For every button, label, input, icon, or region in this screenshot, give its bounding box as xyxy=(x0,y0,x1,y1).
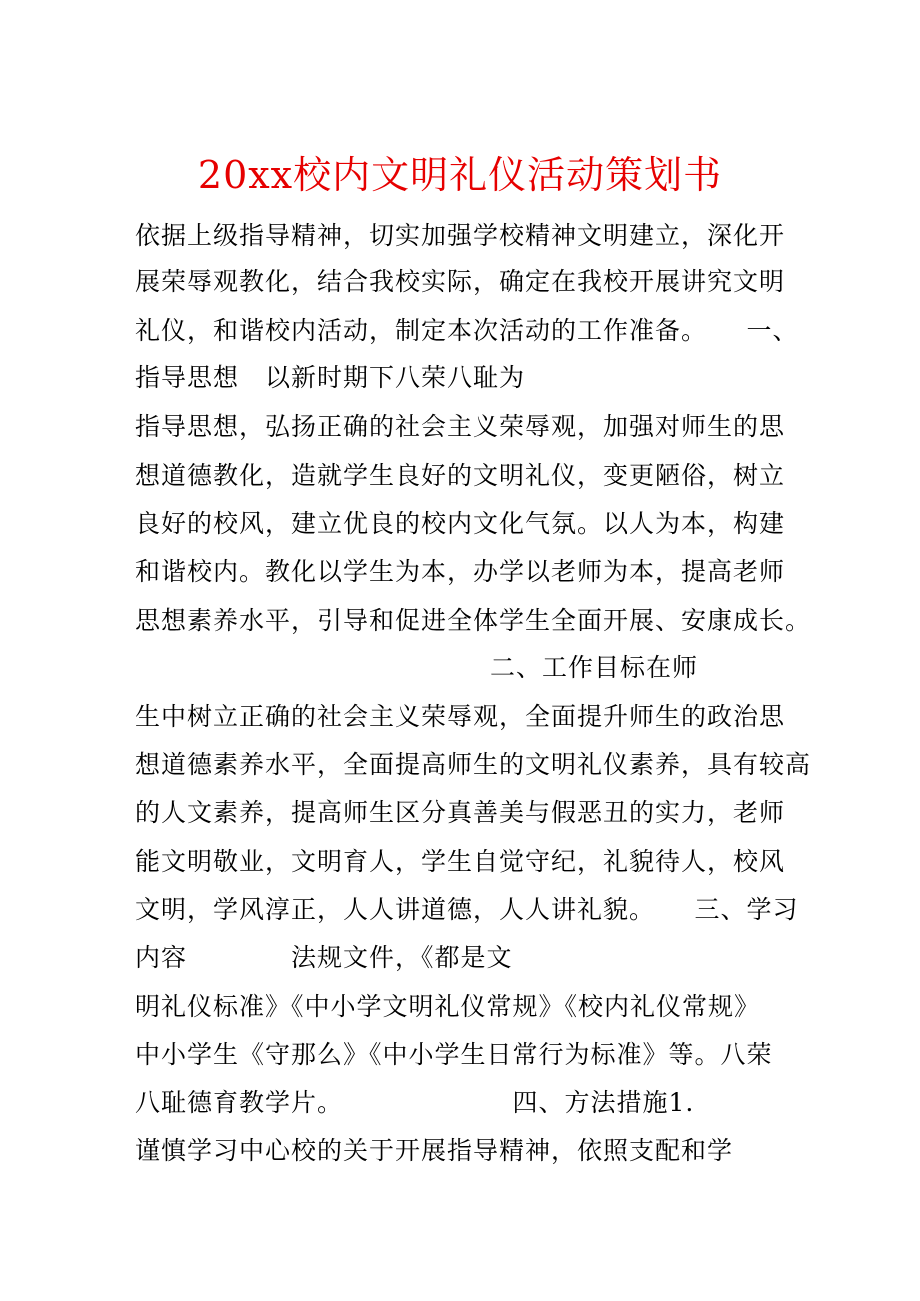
body-line-4: 指导思想 以新时期下八荣八耻为 xyxy=(135,363,526,392)
body-line-1: 依据上级指导精神，切实加强学校精神文明建立，深化开 xyxy=(135,221,786,250)
body-line-2: 展荣辱观教化，结合我校实际，确定在我校开展讲究文明 xyxy=(135,267,786,296)
body-line-19: 八耻德育教学片。 四、方法措施1. xyxy=(135,1088,695,1117)
body-line-8: 和谐校内。教化以学生为本，办学以老师为本，提高老师 xyxy=(135,557,786,586)
body-line-12: 想道德素养水平，全面提高师生的文明礼仪素养，具有较高 xyxy=(135,750,812,779)
body-line-18: 中小学生《守那么》《中小学生日常行为标准》等。八荣 xyxy=(135,1040,773,1069)
section-heading-2: 二、工作目标在师 xyxy=(490,653,699,682)
body-line-14: 能文明敬业，文明育人，学生自觉守纪，礼貌待人，校风 xyxy=(135,847,786,876)
body-line-20: 谨慎学习中心校的关于开展指导精神，依照支配和学 xyxy=(135,1136,734,1165)
body-line-16: 内容 法规文件，《都是文 xyxy=(135,943,513,972)
body-line-5: 指导思想，弘扬正确的社会主义荣辱观，加强对师生的思 xyxy=(135,412,786,441)
body-line-13: 的人文素养，提高师生区分真善美与假恶丑的实力，老师 xyxy=(135,798,786,827)
document-title: 20xx校内文明礼仪活动策划书 xyxy=(197,153,723,197)
body-line-15: 文明，学风淳正，人人讲道德，人人讲礼貌。 三、学习 xyxy=(135,895,799,924)
body-line-9: 思想素养水平，引导和促进全体学生全面开展、安康成长。 xyxy=(135,606,812,635)
body-line-3: 礼仪，和谐校内活动，制定本次活动的工作准备。 一、 xyxy=(135,316,799,345)
body-line-11: 生中树立正确的社会主义荣辱观，全面提升师生的政治思 xyxy=(135,702,786,731)
body-line-6: 想道德教化，造就学生良好的文明礼仪，变更陋俗，树立 xyxy=(135,461,786,490)
body-line-7: 良好的校风，建立优良的校内文化气氛。以人为本，构建 xyxy=(135,509,786,538)
body-line-17: 明礼仪标准》《中小学文明礼仪常规》《校内礼仪常规》 xyxy=(135,992,761,1021)
